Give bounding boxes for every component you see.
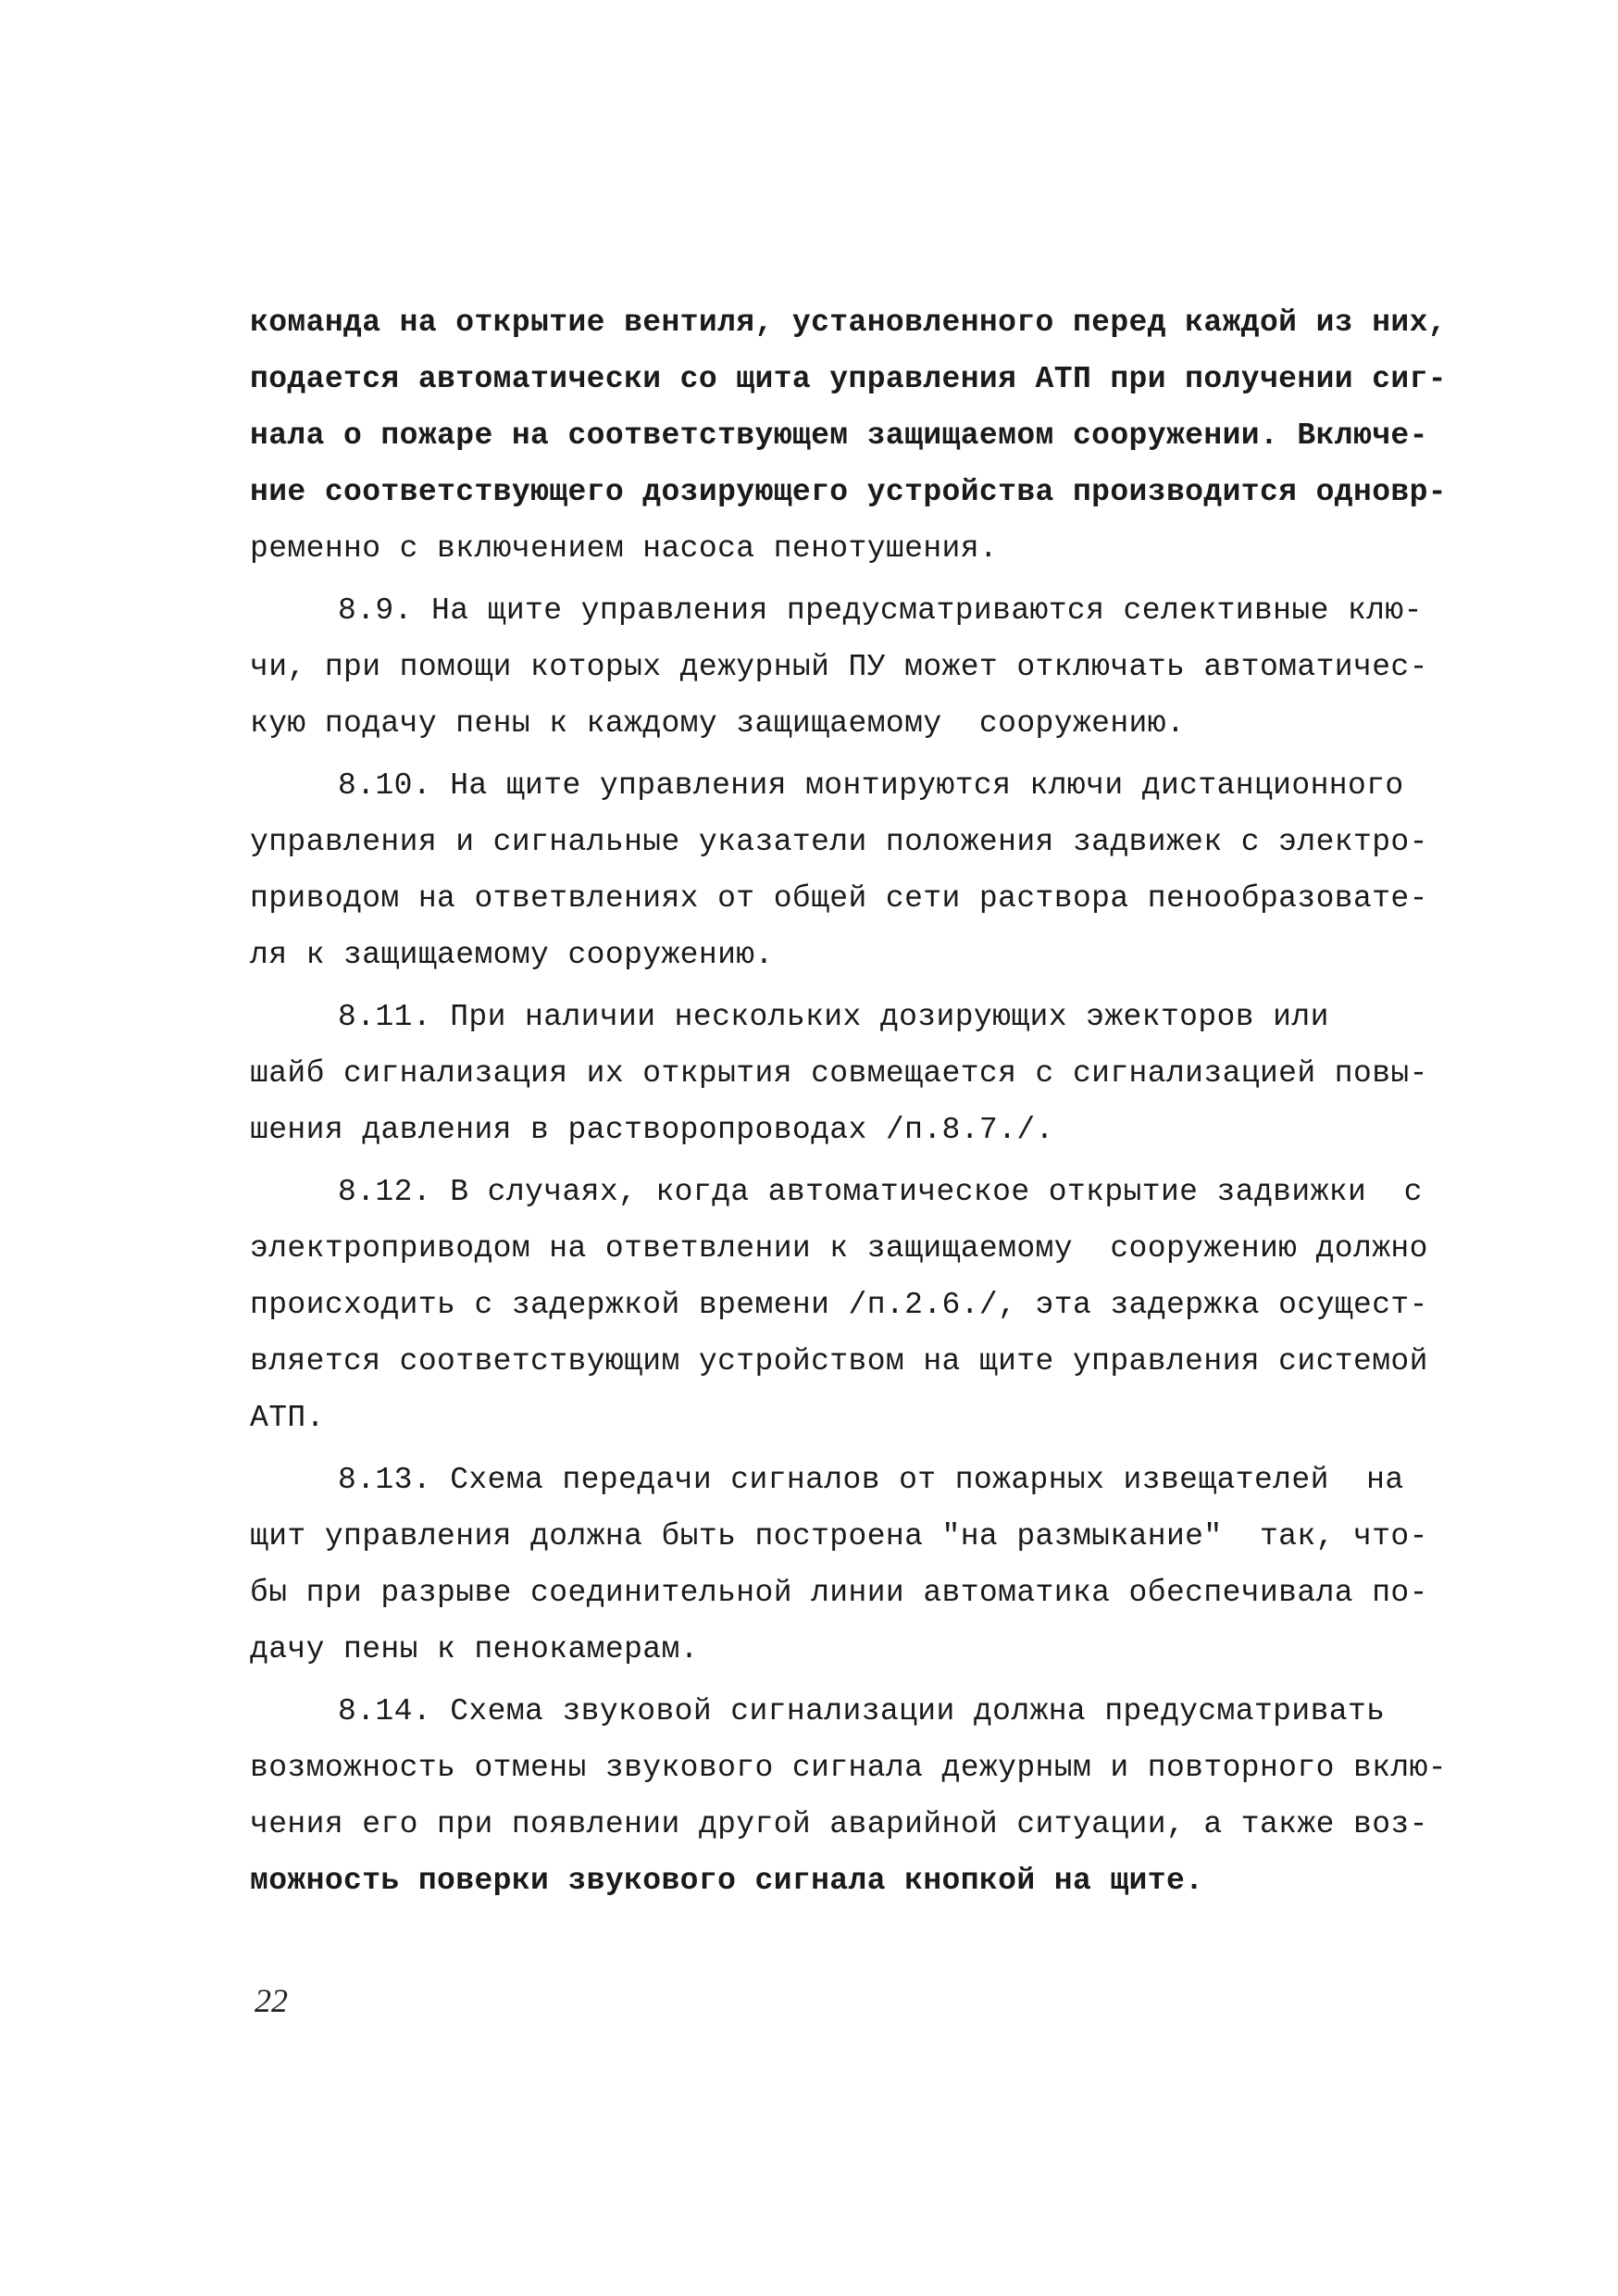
paragraph-8-14-start: 8.14. Схема звуковой сигнализации должна предусматривать <box>338 1694 1386 1728</box>
text-line: кую подачу пены к каждому защищаемому сооружению. <box>250 706 1186 741</box>
page-number: 22 <box>255 1982 288 2019</box>
text-line: подается автоматически со щита управления АТП при получении сиг- <box>250 362 1448 396</box>
text-line: происходить с задержкой времени /п.2.6./, эта задержка осущест- <box>250 1288 1428 1322</box>
text-line: ля к защищаемому сооружению. <box>250 938 774 972</box>
text-line: бы при разрыве соединительной линии автоматика обеспечивала по- <box>250 1576 1428 1610</box>
text-line: управления и сигнальные указатели положения задвижек с электро- <box>250 825 1428 859</box>
body-text <box>250 294 1448 1909</box>
text-line: шения давления в растворопроводах /п.8.7./. <box>250 1113 1054 1147</box>
text-line: щит управления должна быть построена "на размыкание" так, что- <box>250 1519 1428 1554</box>
text-line: чи, при помощи которых дежурный ПУ может отключать автоматичес- <box>250 650 1428 684</box>
text-line: АТП. <box>250 1401 325 1435</box>
paragraph-8-12-start: 8.12. В случаях, когда автоматическое открытие задвижки с <box>338 1175 1423 1209</box>
paragraph-8-13-start: 8.13. Схема передачи сигналов от пожарных извещателей на <box>338 1463 1404 1497</box>
text-line: приводом на ответвлениях от общей сети раствора пенообразовате- <box>250 881 1428 916</box>
paragraph-8-11-start: 8.11. При наличии нескольких дозирующих эжекторов или <box>338 1000 1329 1034</box>
text-line: чения его при появлении другой аварийной ситуации, а также воз- <box>250 1807 1428 1841</box>
text-line: шайб сигнализация их открытия совмещается с сигнализацией повы- <box>250 1056 1428 1091</box>
text-line: электроприводом на ответвлении к защищаемому сооружению должно <box>250 1231 1428 1266</box>
paragraph-8-10-start: 8.10. На щите управления монтируются ключи дистанционного <box>338 768 1404 803</box>
paragraph-8-9-start: 8.9. На щите управления предусматриваются селективные клю- <box>338 593 1423 628</box>
text-line: возможность отмены звукового сигнала дежурным и повторного вклю- <box>250 1751 1448 1785</box>
text-line: команда на открытие вентиля, установленного перед каждой из них, <box>250 306 1448 340</box>
text-line: дачу пены к пенокамерам. <box>250 1632 699 1666</box>
text-line: можность поверки звукового сигнала кнопкой на щите. <box>250 1864 1204 1898</box>
text-line: нала о пожаре на соответствующем защищаемом сооружении. Включе- <box>250 418 1428 453</box>
text-line: вляется соответствующим устройством на щите управления системой <box>250 1344 1428 1379</box>
text-line: ние соответствующего дозирующего устройства производится одновр- <box>250 475 1448 509</box>
text-line: ременно с включением насоса пенотушения. <box>250 531 999 566</box>
